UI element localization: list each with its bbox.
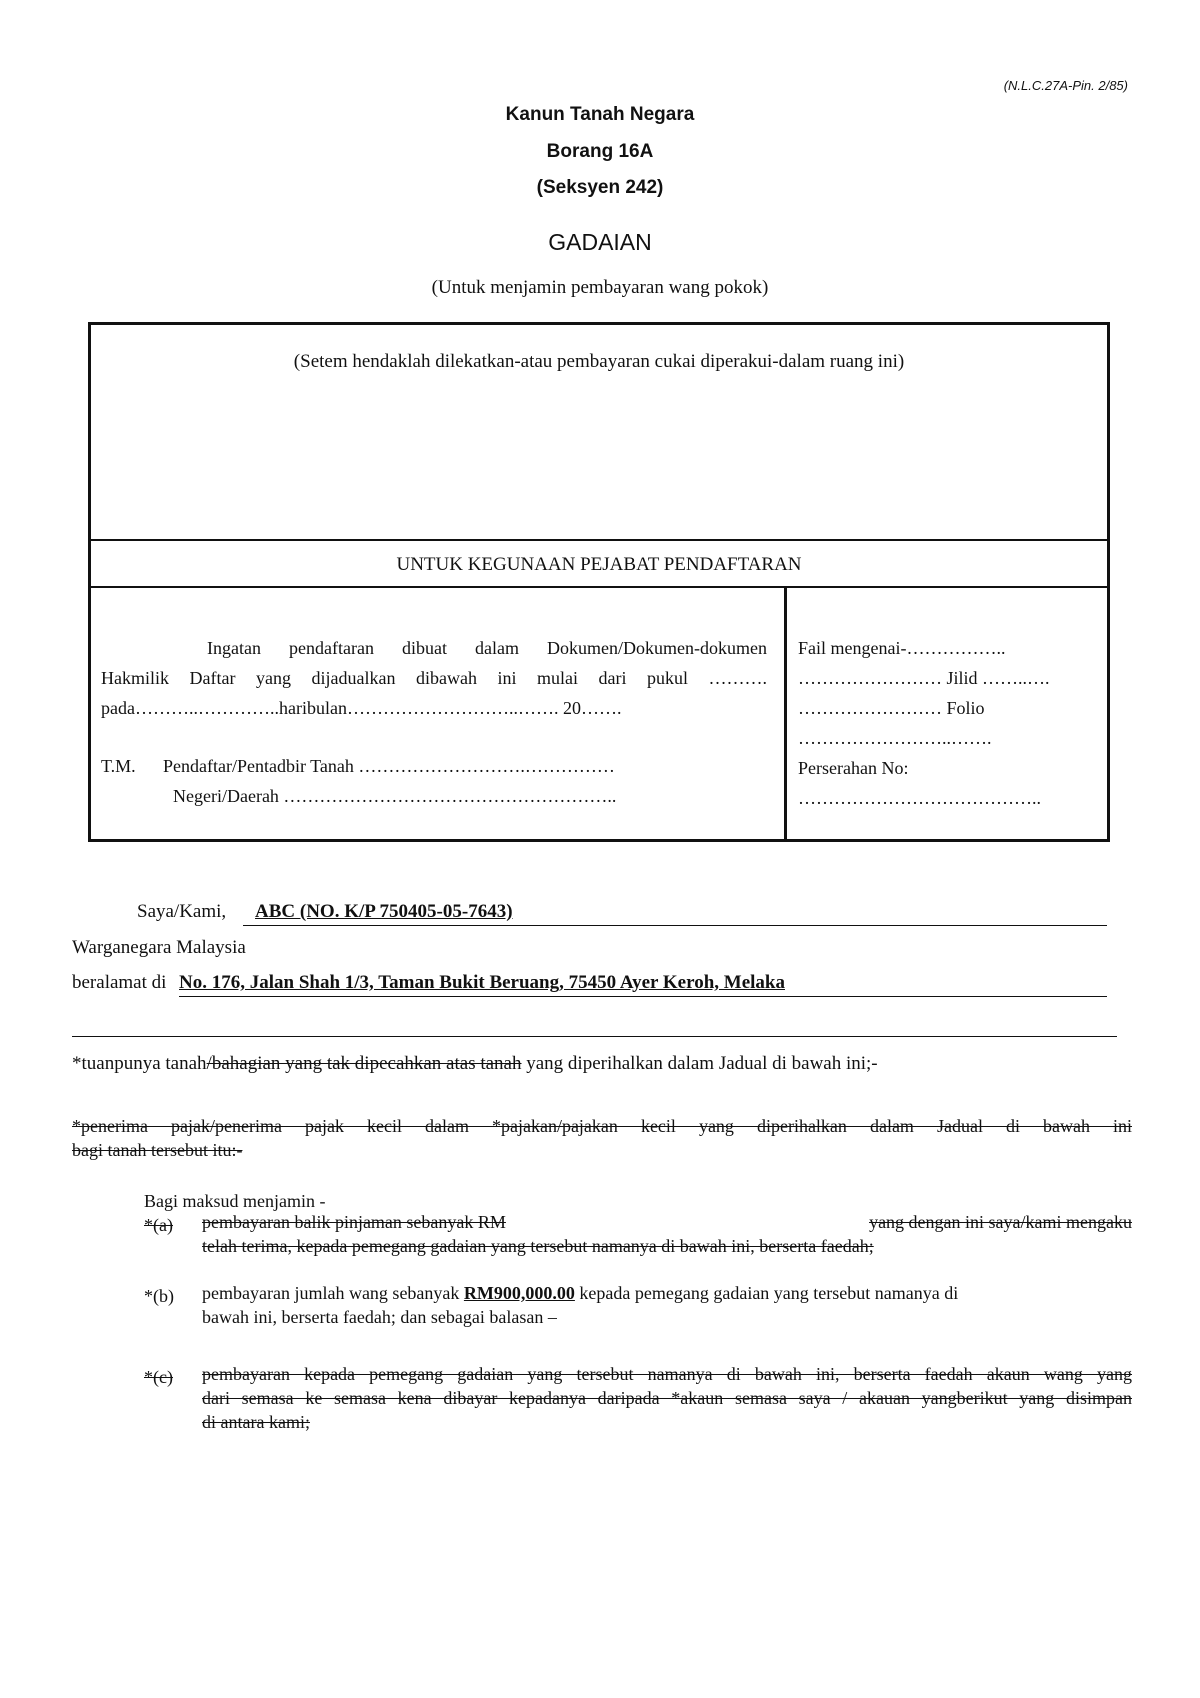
option-b-text: pembayaran jumlah wang sebanyak RM900,000.00 kepada pemegang gadaian yang tersebut namanya di bawah ini, berserta faedah; dan sebagai balasan – xyxy=(202,1283,959,1327)
option-c-label: *(c) xyxy=(144,1367,173,1387)
option-b-label: *(b) xyxy=(144,1286,174,1306)
option-a-label: *(a) xyxy=(144,1215,173,1235)
party-label: Saya/Kami, xyxy=(137,901,227,922)
document-subtitle: (Untuk menjamin pembayaran wang pokok) xyxy=(431,277,769,298)
form-number: Borang 16A xyxy=(546,141,654,162)
file-reference xyxy=(798,633,1050,813)
document-title: GADAIAN xyxy=(548,229,652,255)
chargor-name: ABC (NO. K/P 750405-05-7643) xyxy=(255,901,513,922)
file-line-4: ……………………..……. xyxy=(798,728,992,748)
office-use-heading: UNTUK KEGUNAAN PEJABAT PENDAFTARAN xyxy=(396,554,802,575)
option-a-text: pembayaran balik pinjaman sebanyak RM yang dengan ini saya/kami mengaku telah terima, kepada pemegang gadaian yang tersebut namanya di bawah ini, berserta faedah; xyxy=(202,1212,1132,1256)
owner-clause: *tuanpunya tanah/bahagian yang tak dipecahkan atas tanah yang diperihalkan dalam Jadual di bawah ini;- xyxy=(72,1053,878,1074)
file-line-1: Fail mengenai-…………….. xyxy=(798,638,1006,658)
memorial-line-1: Ingatan pendaftaran dibuat dalam Dokumen/Dokumen-dokumen xyxy=(207,638,767,658)
purpose-intro: Bagi maksud menjamin - xyxy=(144,1191,326,1211)
charge-amount: RM900,000.00 xyxy=(463,1283,575,1303)
memorial-line-3: pada………..…………..haribulan………………………..……. 20……. xyxy=(101,698,622,718)
registry-memorial xyxy=(101,633,767,723)
registry-box xyxy=(88,322,1110,842)
file-line-2: …………………… Jilid ……..…. xyxy=(798,668,1050,688)
memorial-line-2: Hakmilik Daftar yang dijadualkan dibawah ini mulai dari pukul ………. xyxy=(101,668,767,688)
address-label: beralamat di xyxy=(72,972,167,993)
act-title: Kanun Tanah Negara xyxy=(505,104,695,125)
registrar-line: Pendaftar/Pentadbir Tanah ……………………….…………… xyxy=(163,756,615,776)
citizenship: Warganegara Malaysia xyxy=(72,937,246,958)
box-divider xyxy=(784,588,787,839)
lessee-clause: *penerima pajak/penerima pajak kecil dalam *pajakan/pajakan kecil yang diperihalkan dalam Jadual di bawah ini bagi tanah tersebut itu:- xyxy=(72,1116,1132,1160)
stamp-note: (Setem hendaklah dilekatkan-atau pembayaran cukai diperakui-dalam ruang ini) xyxy=(293,351,905,372)
chargor-address: No. 176, Jalan Shah 1/3, Taman Bukit Beruang, 75450 Ayer Keroh, Melaka xyxy=(179,972,785,993)
state-district-line: Negeri/Daerah ……………………………………………….. xyxy=(173,786,617,806)
form-reference-code: (N.L.C.27A-Pin. 2/85) xyxy=(1003,78,1128,93)
option-c-text: pembayaran kepada pemegang gadaian yang tersebut namanya di bawah ini, berserta faedah akaun wang yang dari semasa ke semasa kena dibayar kepadanya daripada *akaun semasa saya / akauan yangberikut yang disimpan di antara kami; xyxy=(202,1364,1132,1432)
presentation-number-line: ………………………………….. xyxy=(798,788,1041,808)
tm-label: T.M. xyxy=(101,756,136,776)
file-line-3: …………………… Folio xyxy=(798,698,985,718)
presentation-number-label: Perserahan No: xyxy=(798,758,909,778)
section-reference: (Seksyen 242) xyxy=(536,177,664,198)
